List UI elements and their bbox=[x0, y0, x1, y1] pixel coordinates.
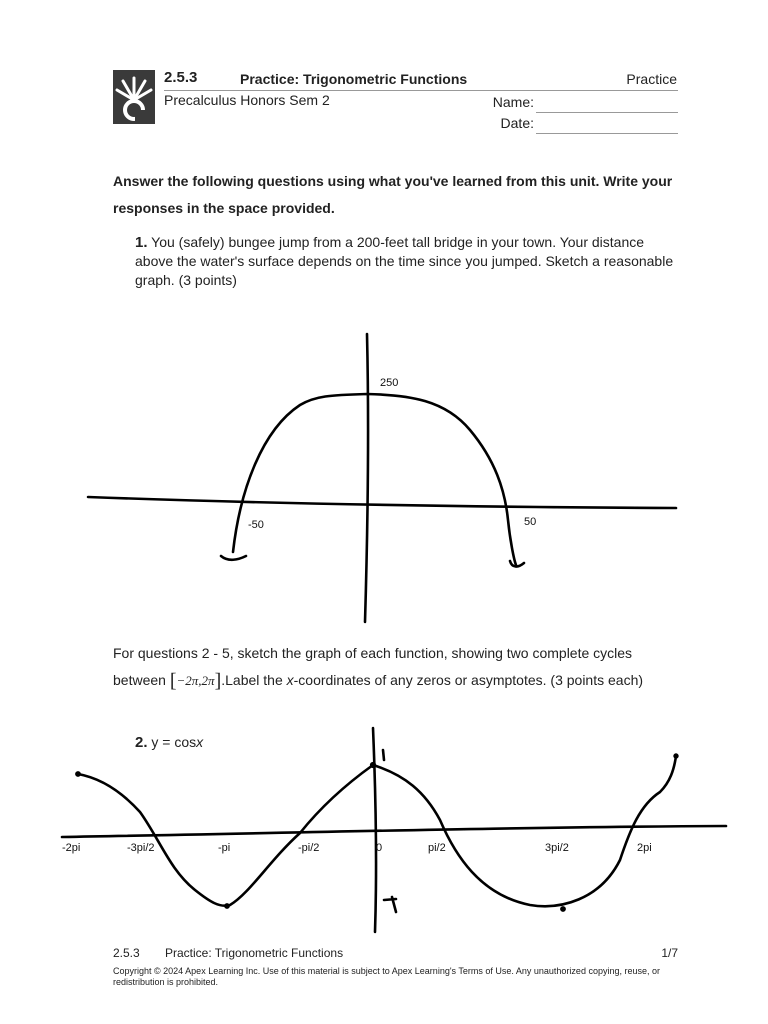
question-2 bbox=[135, 734, 203, 751]
copyright-notice: Copyright © 2024 Apex Learning Inc. Use of this material is subject to Apex Learning's Terms of Use. Any unauthorized copying, reuse, or redistribution is prohibited. bbox=[113, 966, 660, 987]
footer-lesson-number: 2.5.3 bbox=[113, 946, 140, 960]
lesson-number: 2.5.3 bbox=[164, 69, 198, 86]
name-label: Name: bbox=[492, 94, 534, 110]
question-1-number: 1. bbox=[135, 234, 148, 251]
question-2-func: y = cos bbox=[147, 734, 197, 750]
question-2-var: x bbox=[196, 734, 204, 750]
q2-label-neg-pi-2: -pi/2 bbox=[298, 842, 320, 854]
q2-label-neg-pi: -pi bbox=[218, 842, 231, 854]
interval-expression bbox=[169, 670, 222, 692]
q1-x-axis bbox=[88, 497, 676, 508]
intro-text-2: .Label the bbox=[221, 672, 287, 688]
q2-x-axis bbox=[62, 826, 726, 837]
q1-label-top: 250 bbox=[380, 377, 399, 389]
q2-label-2pi: 2pi bbox=[637, 842, 652, 854]
q1-curve bbox=[233, 394, 516, 565]
q2-label-3pi-2: 3pi/2 bbox=[545, 842, 569, 854]
q1-y-axis bbox=[365, 334, 368, 622]
question-2-number: 2. bbox=[135, 734, 148, 751]
q2-label-neg-2pi: -2pi bbox=[62, 842, 81, 854]
footer-lesson-title: Practice: Trigonometric Functions bbox=[165, 946, 344, 960]
date-label: Date: bbox=[500, 115, 534, 131]
intro-var-x: x bbox=[286, 672, 294, 688]
q2-label-pi-2: pi/2 bbox=[428, 842, 446, 854]
document-type: Practice bbox=[626, 71, 677, 87]
q2-label-neg-3pi-2: -3pi/2 bbox=[127, 842, 155, 854]
intro-text-1: For questions 2 - 5, sketch the graph of each function, showing two complete cycles between bbox=[113, 645, 633, 688]
questions-2-5-intro bbox=[113, 640, 683, 695]
course-name: Precalculus Honors Sem 2 bbox=[164, 92, 330, 108]
footer-page-number: 1/7 bbox=[661, 946, 678, 960]
lesson-title: Practice: Trigonometric Functions bbox=[240, 71, 468, 87]
interval-close-bracket: ] bbox=[214, 670, 222, 692]
instructions: Answer the following questions using what you've learned from this unit. Write your responses in the space provided. bbox=[113, 173, 673, 216]
intro-text-3: -coordinates of any zeros or asymptotes. (3 points each) bbox=[293, 672, 644, 688]
question-1-text: You (safely) bungee jump from a 200-feet tall bridge in your town. Your distance above the water's surface depends on the time since you jumped. Sketch a reasonable graph. (3 points) bbox=[135, 234, 674, 288]
q1-label-left: -50 bbox=[248, 519, 264, 531]
q1-label-right: 50 bbox=[524, 516, 537, 528]
interval-open-bracket: [ bbox=[169, 670, 177, 692]
q2-label-zero: 0 bbox=[376, 842, 383, 854]
interval-body: −2π,2π bbox=[176, 673, 215, 688]
